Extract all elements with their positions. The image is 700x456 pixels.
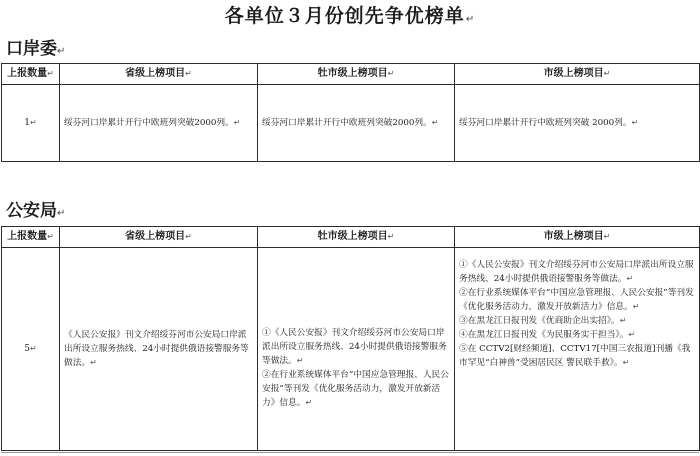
ranking-table-public-security [1, 226, 700, 451]
header-municipal: 市级上榜项目↵ [455, 64, 700, 85]
provincial-cell: 《人民公安报》刊文介绍绥芬河市公安局口岸派出所设立服务热线、24小时提供俄语接警服务等做法。↵ [60, 248, 258, 451]
city-cell: ①《人民公安报》刊文介绍绥芬河市公安局口岸派出所设立服务热线、24小时提供俄语接警服务等做法。↵ ②在行业系统媒体平台“中国应急管理报、人民公安报”等刊发《优化服务活动力，激发开放新活力》信息。↵ [258, 248, 455, 451]
municipal-cell: 绥芬河口岸累计开行中欧班列突破 2000列。↵ [455, 85, 700, 162]
header-provincial: 省级上榜项目↵ [60, 64, 258, 85]
table-header-row [2, 227, 700, 248]
section-title-port-committee: 口岸委↵ [6, 39, 66, 59]
header-count: 上报数量↵ [2, 227, 60, 248]
provincial-cell: 绥芬河口岸累计开行中欧班列突破2000列。↵ [60, 85, 258, 162]
table-row [2, 85, 700, 162]
table-header-row [2, 64, 700, 85]
header-municipal: 市级上榜项目↵ [455, 227, 700, 248]
header-count: 上报数量↵ [2, 64, 60, 85]
section-title-public-security: 公安局↵ [6, 201, 66, 221]
city-cell: 绥芬河口岸累计开行中欧班列突破2000列。↵ [258, 85, 455, 162]
count-cell: 1↵ [2, 85, 60, 162]
header-provincial: 省级上榜项目↵ [60, 227, 258, 248]
page-bottom-divider [1, 452, 699, 453]
count-cell: 5↵ [2, 248, 60, 451]
ranking-table-port-committee [1, 63, 700, 162]
header-city: 牡市级上榜项目↵ [258, 227, 455, 248]
page-title: 各单位３月份创先争优榜单↵ [224, 5, 476, 27]
paragraph-mark: ↵ [465, 14, 476, 25]
table-row [2, 248, 700, 451]
municipal-cell: ①《人民公安报》刊文介绍绥芬河市公安局口岸派出所设立服务热线、24小时提供俄语接警服务等做法。↵ ②在行业系统媒体平台“中国应急管理报、人民公安报”等刊发《优化服务活动力，激发开放新活力》信息。↵ ③在黑龙江日报刊发《优商助企出实招》。↵ ④在黑龙江日报刊发《为民服务实干担当》。↵ ⑤在 CCTV2[财经频道]、CCTV17[中国三农报道]刊播《我市罕见“白神兽”受困居民区 警民联手救》。↵ [455, 248, 700, 451]
header-city: 牡市级上榜项目↵ [258, 64, 455, 85]
